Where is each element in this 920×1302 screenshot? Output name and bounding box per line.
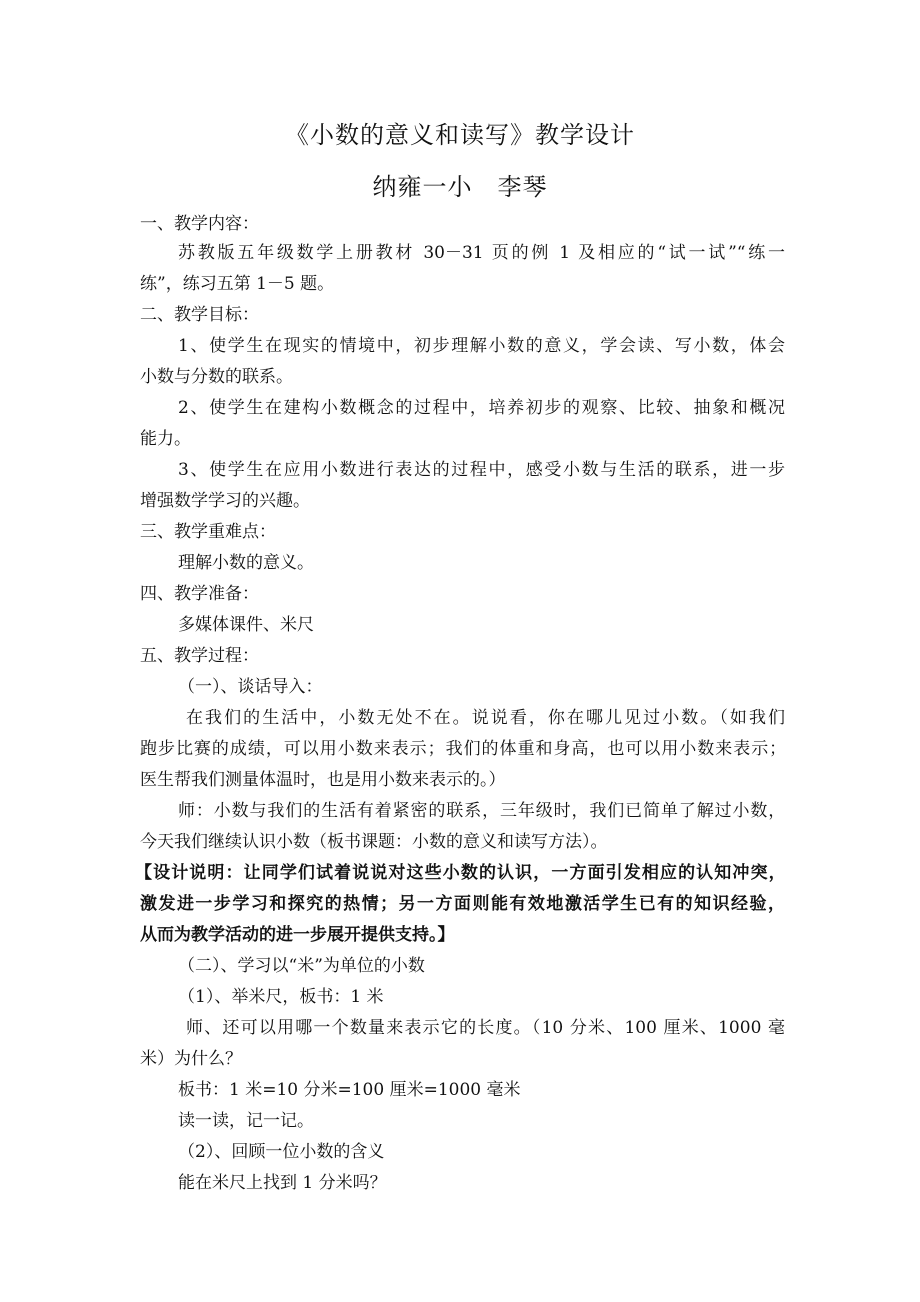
paragraph-line: 读一读，记一记。 (178, 1111, 314, 1131)
paragraph-line: 师、还可以用哪一个数量来表示它的长度。（10 分米、100 厘米、1000 毫 (186, 1018, 785, 1038)
paragraph-line: （1）、举米尺，板书：1 米 (178, 987, 384, 1007)
paragraph-line: 医生帮我们测量体温时，也是用小数来表示的。） (140, 770, 506, 790)
paragraph-line: 师：小数与我们的生活有着紧密的联系，三年级时，我们已简单了解过小数， (178, 801, 785, 821)
paragraph-line: 2、使学生在建构小数概念的过程中，培养初步的观察、比较、抽象和概况 (178, 398, 785, 418)
section-heading-process: 五、教学过程： (140, 646, 259, 666)
document-title: 《小数的意义和读写》教学设计 (285, 121, 635, 149)
section-heading-content: 一、教学内容： (140, 214, 259, 234)
section-heading-preparation: 四、教学准备： (140, 584, 259, 604)
paragraph-line: 能在米尺上找到 1 分米吗？ (178, 1173, 387, 1193)
subsection-heading: （2）、回顾一位小数的含义 (178, 1142, 385, 1162)
paragraph-line: 小数与分数的联系。 (140, 367, 293, 387)
paragraph-line: 今天我们继续认识小数（板书课题：小数的意义和读写方法）。 (140, 832, 608, 852)
subsection-heading: （二）、学习以“米”为单位的小数 (178, 956, 425, 976)
paragraph-line: 3、使学生在应用小数进行表达的过程中，感受小数与生活的联系，进一步 (178, 460, 785, 480)
document-author: 纳雍一小 李琴 (372, 173, 548, 201)
paragraph-line: 苏教版五年级数学上册教材 30－31 页的例 1 及相应的“试一试”“练一 (178, 243, 785, 263)
paragraph-line: 增强数学学习的兴趣。 (140, 491, 310, 511)
paragraph-line: 练”，练习五第 1－5 题。 (140, 274, 335, 294)
section-heading-key-points: 三、教学重难点： (140, 522, 276, 542)
paragraph-line: 多媒体课件、米尺 (178, 615, 314, 635)
design-note-line: 激发进一步学习和探究的热情；另一方面则能有效地激活学生已有的知识经验， (140, 894, 785, 914)
section-heading-goals: 二、教学目标： (140, 305, 259, 325)
paragraph-line: 能力。 (140, 429, 191, 449)
design-note-line: 从而为教学活动的进一步展开提供支持。】 (140, 925, 455, 945)
paragraph-line: 理解小数的意义。 (178, 553, 314, 573)
paragraph-line: 板书：1 米=10 分米=100 厘米=1000 毫米 (178, 1080, 521, 1100)
design-note-line: 【设计说明：让同学们试着说说对这些小数的认识，一方面引发相应的认知冲突， (135, 863, 785, 883)
paragraph-line: 在我们的生活中，小数无处不在。说说看，你在哪儿见过小数。（如我们 (186, 708, 785, 728)
paragraph-line: 跑步比赛的成绩，可以用小数来表示；我们的体重和身高，也可以用小数来表示； (140, 739, 785, 759)
paragraph-line: 1、使学生在现实的情境中，初步理解小数的意义，学会读、写小数，体会 (178, 336, 785, 356)
subsection-heading: （一）、谈话导入： (178, 677, 323, 697)
paragraph-line: 米）为什么？ (140, 1049, 242, 1069)
